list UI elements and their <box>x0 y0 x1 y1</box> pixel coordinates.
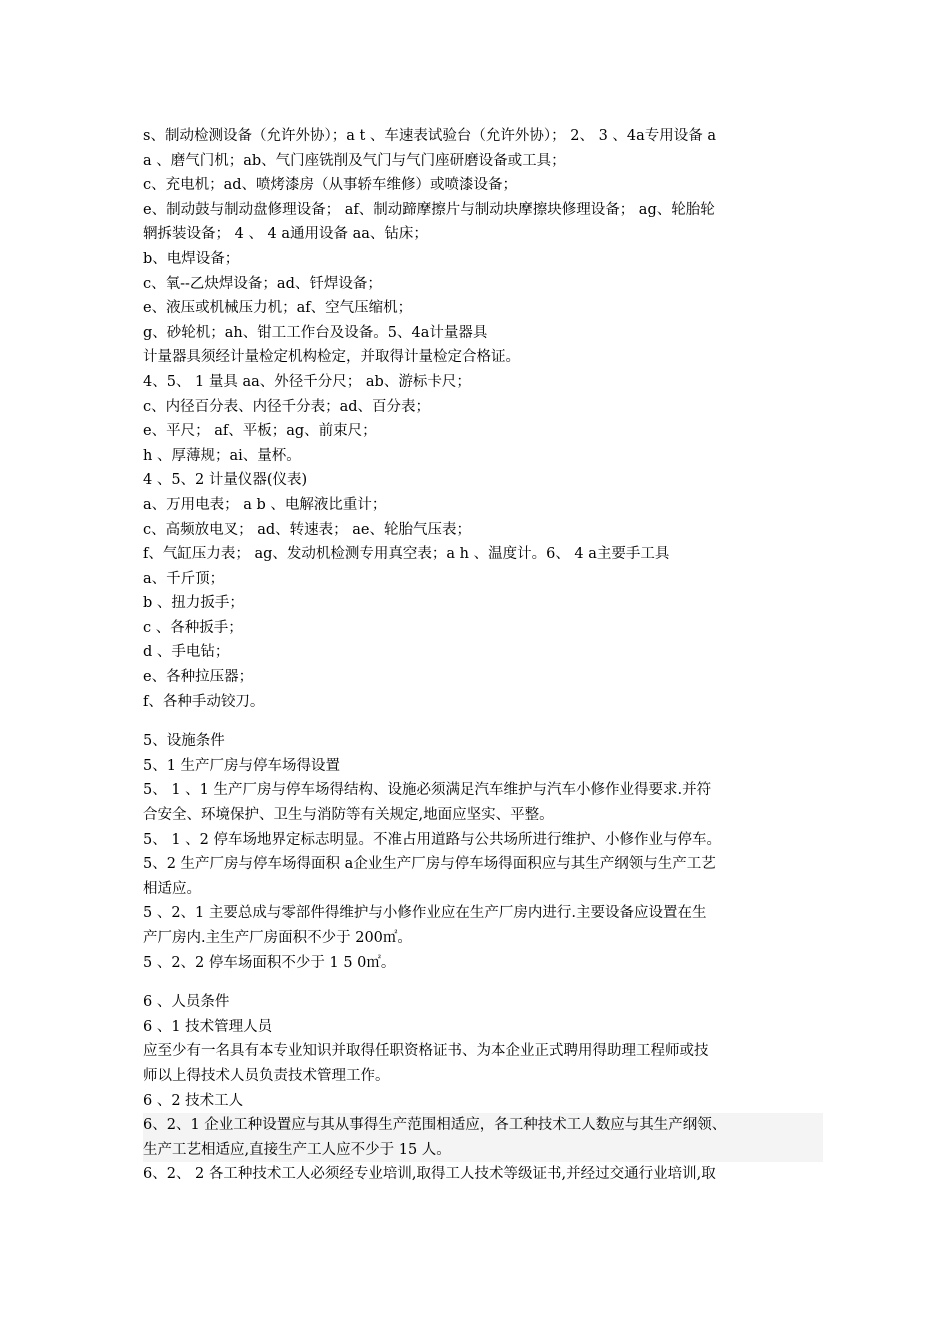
text-line: 5 、2、1 主要总成与零部件得维护与小修作业应在生产厂房内进行.主要设备应设置在生 <box>143 905 707 922</box>
text-line: 生产工艺相适应,直接生产工人应不少于 15 人。 <box>143 1138 823 1163</box>
section-gap <box>143 975 823 990</box>
text-line: e、平尺； af、平板；ag、前束尺； <box>143 423 377 440</box>
text-line: 辋拆装设备； 4 、 4 a通用设备 aa、钻床； <box>143 226 428 243</box>
text-line: 5、 1 、1 生产厂房与停车场得结构、设施必须满足汽车维护与汽车小修作业得要求.并符 <box>143 782 712 799</box>
text-line: 6、2、1 企业工种设置应与其从事得生产范围相适应，各工种技术工人数应与其生产纲领、 <box>143 1113 823 1138</box>
text-line: 相适应。 <box>143 880 201 897</box>
text-line: 6 、人员条件 <box>143 994 230 1011</box>
text-line: 5、设施条件 <box>143 733 225 750</box>
text-line: g、砂轮机；ah、钳工工作台及设备。5、4a计量器具 <box>143 324 488 341</box>
text-line: a、千斤顶； <box>143 570 225 587</box>
text-line: 4、5、 1 量具 aa、外径千分尺； ab、游标卡尺； <box>143 373 471 390</box>
text-line: 产厂房内.主生产厂房面积不少于 200㎡。 <box>143 930 412 946</box>
text-line: e、液压或机械压力机；af、空气压缩机； <box>143 300 413 317</box>
text-line: c、内径百分表、内径千分表；ad、百分表； <box>143 398 431 415</box>
text-line: c、氧--乙炔焊设备；ad、钎焊设备； <box>143 275 382 292</box>
text-line: 计量器具须经计量检定机构检定，并取得计量检定合格证。 <box>143 349 520 366</box>
document-body <box>143 124 823 1187</box>
facility-section <box>143 729 823 975</box>
text-line: 应至少有一名具有本专业知识并取得任职资格证书、为本企业正式聘用得助理工程师或技 <box>143 1043 709 1060</box>
text-line: 6 、2 技术工人 <box>143 1092 244 1109</box>
text-line: 5、 1 、2 停车场地界定标志明显。不准占用道路与公共场所进行维护、小修作业与停车。 <box>143 831 721 848</box>
text-line: h 、厚薄规；ai、量杯。 <box>143 447 301 464</box>
text-line: f、气缸压力表； ag、发动机检测专用真空表；a h 、温度计。6、 4 a主要手工具 <box>143 546 670 563</box>
text-line: b、电焊设备； <box>143 250 240 267</box>
text-line: f、各种手动铰刀。 <box>143 693 265 710</box>
text-line: 合安全、环境保护、卫生与消防等有关规定,地面应坚实、平整。 <box>143 807 554 824</box>
section-gap <box>143 714 823 729</box>
text-line: b 、扭力扳手； <box>143 595 244 612</box>
text-line: 师以上得技术人员负责技术管理工作。 <box>143 1067 390 1084</box>
text-line: c、高频放电叉； ad、转速表； ae、轮胎气压表； <box>143 521 471 538</box>
text-line: 5、2 生产厂房与停车场得面积 a企业生产厂房与停车场得面积应与其生产纲领与生产工艺 <box>143 856 716 873</box>
text-line: 5 、2、2 停车场面积不少于 1 5 0㎡。 <box>143 954 396 971</box>
text-line: e、制动鼓与制动盘修理设备； af、制动蹄摩擦片与制动块摩擦块修理设备； ag、轮胎轮 <box>143 201 715 218</box>
text-line: s、制动检测设备（允许外协）；a t 、车速表试验台（允许外协）； 2、 3 、4a专用设备 a <box>143 128 717 144</box>
text-line: 5、1 生产厂房与停车场得设置 <box>143 757 341 774</box>
text-line: 6、2、 2 各工种技术工人必须经专业培训,取得工人技术等级证书,并经过交通行业培训,取 <box>143 1166 716 1183</box>
text-line: a 、磨气门机；ab、气门座铣削及气门与气门座研磨设备或工具； <box>143 152 566 169</box>
text-line: c 、各种扳手； <box>143 619 243 636</box>
equipment-section <box>143 124 823 714</box>
text-line: d 、手电钻； <box>143 644 230 661</box>
text-line: a、万用电表； a b 、电解液比重计； <box>143 496 387 513</box>
text-line: e、各种拉压器； <box>143 669 254 686</box>
text-line: c、充电机；ad、喷烤漆房（从事轿车维修）或喷漆设备； <box>143 177 518 194</box>
text-line: 6 、1 技术管理人员 <box>143 1018 273 1035</box>
text-line: 4 、5、2 计量仪器(仪表) <box>143 472 308 489</box>
personnel-section <box>143 990 823 1187</box>
